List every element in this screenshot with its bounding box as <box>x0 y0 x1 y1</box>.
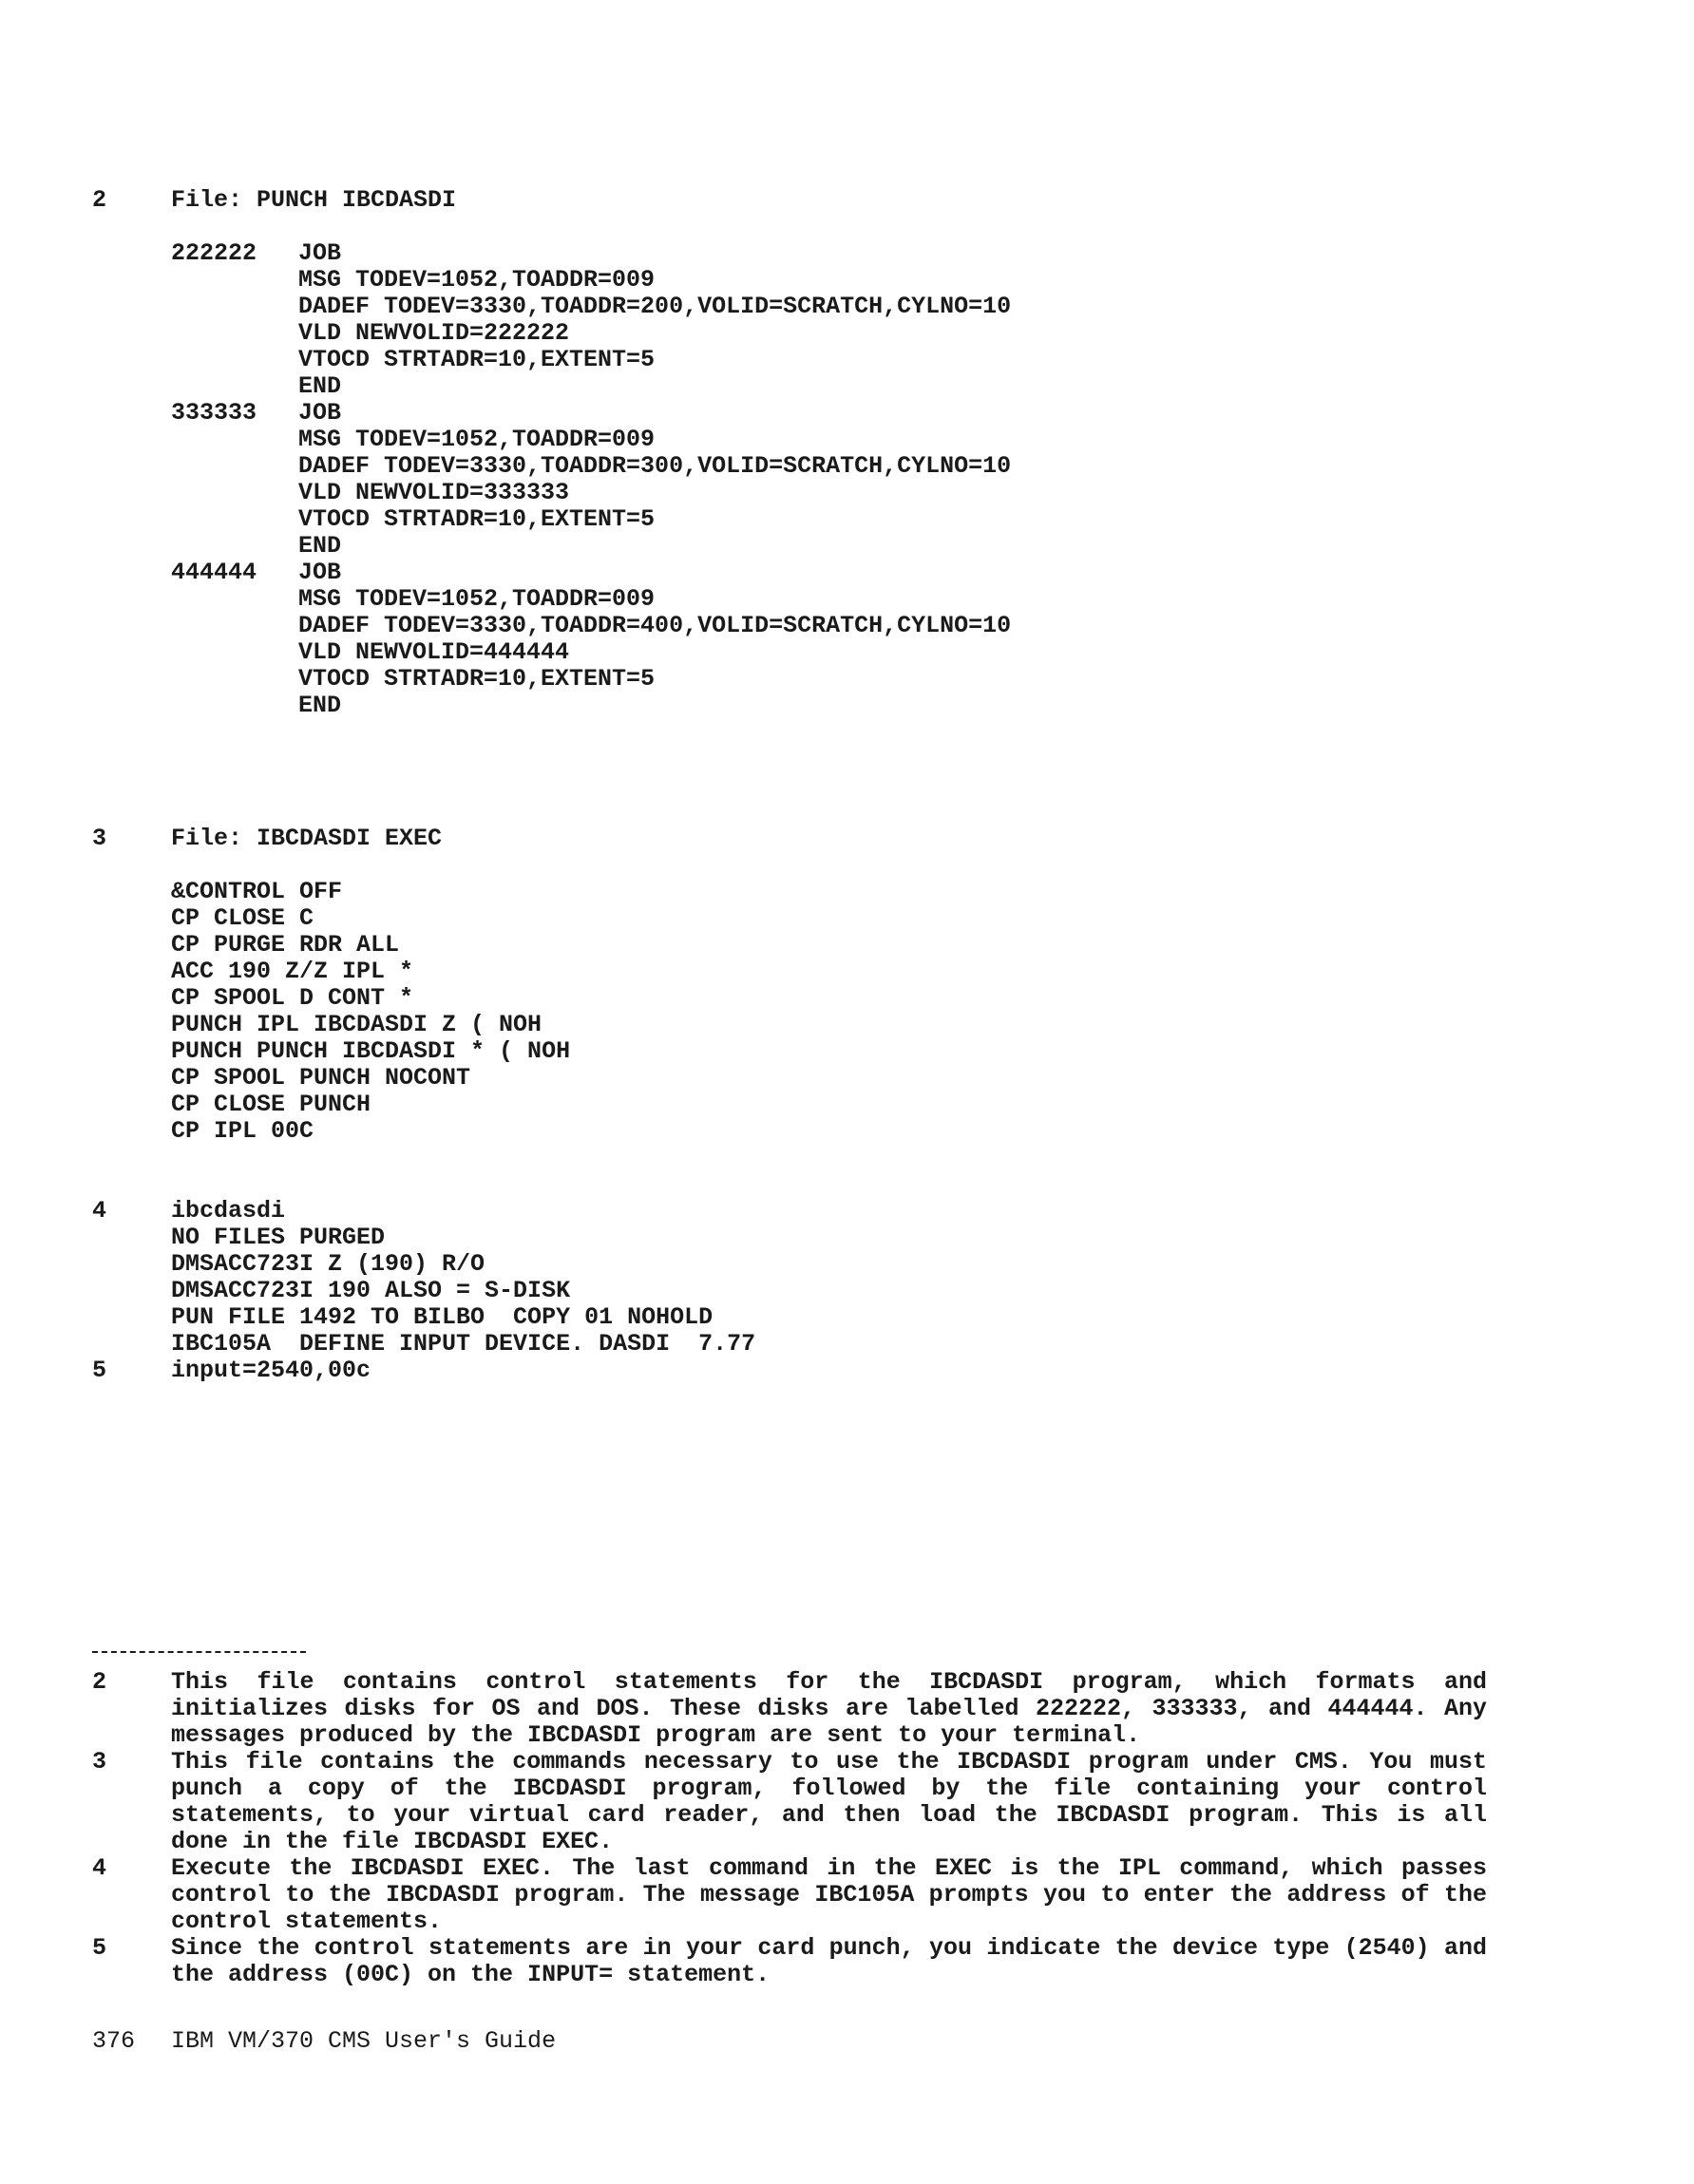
job-label: 444444 <box>171 559 257 586</box>
exec-line: CP CLOSE C <box>171 904 314 932</box>
job-command: DADEF TODEV=3330,TOADDR=400,VOLID=SCRATCH,CYLNO=10 <box>298 612 1012 639</box>
job-command: MSG TODEV=1052,TOADDR=009 <box>298 426 656 453</box>
session-number: 5 <box>92 1357 107 1384</box>
footnote-text: Since the control statements are in your card punch, you indicate the device type (2540) and the address (00C) on the INPUT= statement. <box>171 1934 1487 1988</box>
footnote-number: 2 <box>92 1668 107 1696</box>
job-command: MSG TODEV=1052,TOADDR=009 <box>298 585 656 613</box>
job-command: JOB <box>298 559 342 586</box>
job-command: VTOCD STRTADR=10,EXTENT=5 <box>298 665 656 693</box>
footnote-text: Execute the IBCDASDI EXEC. The last command in the EXEC is the IPL command, which passes control to the IBCDASDI program. The message IBC105A prompts you to enter the address of the control statements. <box>171 1854 1487 1935</box>
session-number: 4 <box>92 1197 107 1225</box>
job-command: VTOCD STRTADR=10,EXTENT=5 <box>298 346 656 373</box>
exec-line: CP PURGE RDR ALL <box>171 931 400 959</box>
exec-line: CP CLOSE PUNCH <box>171 1091 371 1118</box>
exec-line: CP SPOOL D CONT * <box>171 984 414 1012</box>
job-command: DADEF TODEV=3330,TOADDR=300,VOLID=SCRATCH,CYLNO=10 <box>298 452 1012 480</box>
exec-line: CP SPOOL PUNCH NOCONT <box>171 1064 471 1092</box>
job-command: JOB <box>298 239 342 267</box>
session-line: PUN FILE 1492 TO BILBO COPY 01 NOHOLD <box>171 1303 714 1331</box>
session-line: IBC105A DEFINE INPUT DEVICE. DASDI 7.77 <box>171 1330 756 1358</box>
footnote-number: 5 <box>92 1934 107 1962</box>
job-command: DADEF TODEV=3330,TOADDR=200,VOLID=SCRATCH,CYLNO=10 <box>298 293 1012 320</box>
footnote-separator <box>92 1651 306 1653</box>
file-header: File: PUNCH IBCDASDI <box>171 186 457 214</box>
job-command: END <box>298 692 342 719</box>
exec-line: ACC 190 Z/Z IPL * <box>171 958 414 985</box>
session-line: NO FILES PURGED <box>171 1224 386 1251</box>
footnote-text: This file contains control statements for the IBCDASDI program, which formats and initializes disks for OS and DOS. These disks are labelled 222222, 333333, and 444444. Any messages produced by the IBCDASDI program are sent to your terminal. <box>171 1668 1487 1749</box>
footnote-number: 4 <box>92 1854 107 1882</box>
session-line: input=2540,00c <box>171 1357 371 1384</box>
exec-line: PUNCH IPL IBCDASDI Z ( NOH <box>171 1011 542 1038</box>
job-command: VLD NEWVOLID=444444 <box>298 638 570 666</box>
job-command: VLD NEWVOLID=333333 <box>298 479 570 506</box>
job-command: JOB <box>298 399 342 427</box>
session-line: ibcdasdi <box>171 1197 286 1225</box>
job-command: END <box>298 372 342 400</box>
job-command: MSG TODEV=1052,TOADDR=009 <box>298 266 656 294</box>
session-line: DMSACC723I Z (190) R/O <box>171 1250 485 1278</box>
running-footer-title: IBM VM/370 CMS User's Guide <box>171 2027 557 2055</box>
page-number: 376 <box>92 2027 136 2055</box>
session-line: DMSACC723I 190 ALSO = S-DISK <box>171 1277 571 1304</box>
exec-line: CP IPL 00C <box>171 1117 314 1145</box>
job-command: VLD NEWVOLID=222222 <box>298 319 570 347</box>
footnote-number: 3 <box>92 1748 107 1776</box>
job-command: END <box>298 532 342 560</box>
job-command: VTOCD STRTADR=10,EXTENT=5 <box>298 505 656 533</box>
exec-line: PUNCH PUNCH IBCDASDI * ( NOH <box>171 1037 571 1065</box>
job-label: 333333 <box>171 399 257 427</box>
footnote-text: This file contains the commands necessary to use the IBCDASDI program under CMS. You must punch a copy of the IBCDASDI program, followed by the file containing your control statements, to your virtual card reader, and then load the IBCDASDI program. This is all done in the file IBCDASDI EXEC. <box>171 1748 1487 1855</box>
section-number: 3 <box>92 825 107 852</box>
job-label: 222222 <box>171 239 257 267</box>
file-header: File: IBCDASDI EXEC <box>171 825 443 852</box>
section-number: 2 <box>92 186 107 214</box>
exec-line: &CONTROL OFF <box>171 878 343 905</box>
